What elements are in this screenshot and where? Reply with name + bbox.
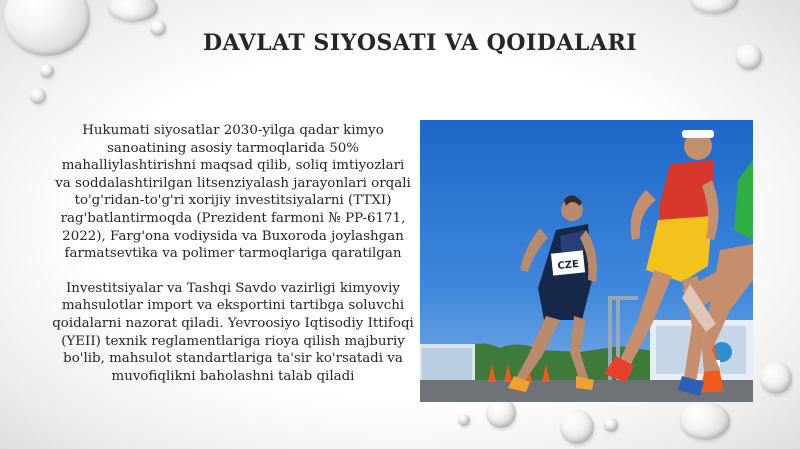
water-drop-decoration bbox=[486, 398, 516, 428]
slide-body bbox=[52, 122, 414, 385]
bib-label: CZE bbox=[557, 258, 580, 273]
water-drop-decoration bbox=[30, 88, 46, 104]
water-drop-decoration bbox=[604, 418, 618, 432]
triathlon-runners-photo bbox=[420, 120, 753, 402]
water-drop-decoration bbox=[108, 0, 158, 22]
slide-title: DAVLAT SIYOSATI VA QOIDALARI bbox=[202, 30, 638, 56]
water-drop-decoration bbox=[458, 414, 470, 426]
water-drop-decoration bbox=[690, 0, 738, 14]
water-drop-decoration bbox=[4, 0, 90, 56]
water-drop-decoration bbox=[40, 64, 54, 78]
paragraph-government-policy: Hukumati siyosatlar 2030-yilga qadar kimyo sanoatining asosiy tarmoqlarida 50% mahalliylashtirishni maqsad qilib, soliq imtiyozlari va soddalashtirilgan litsenziyalash jarayonlari orqali to'g'ridan-to'g'ri xorijiy investitsiyalarni (TTXI) rag'batlantirmoqda (Prezident farmoni № PP-6171, 2022), Farg'ona vodiysida va Buxoroda joylashgan farmatsevtika va polimer tarmoqlariga qaratilgan bbox=[55, 123, 411, 262]
water-drop-decoration bbox=[760, 362, 792, 394]
paragraph-ministry-regulation: Investitsiyalar va Tashqi Savdo vazirligi kimyoviy mahsulotlar import va eksportini tartibga soluvchi qoidalarni nazorat qiladi. Yevroosiyo Iqtisodiy Ittifoqi (YEII) texnik reglamentlariga rioya qilish majburiy bo'lib, mahsulot standartlariga ta'sir ko'rsatadi va muvofiqlikni baholashni talab qiladi bbox=[52, 280, 414, 384]
water-drop-decoration bbox=[736, 44, 762, 70]
water-drop-decoration bbox=[680, 402, 730, 440]
water-drop-decoration bbox=[560, 410, 594, 444]
